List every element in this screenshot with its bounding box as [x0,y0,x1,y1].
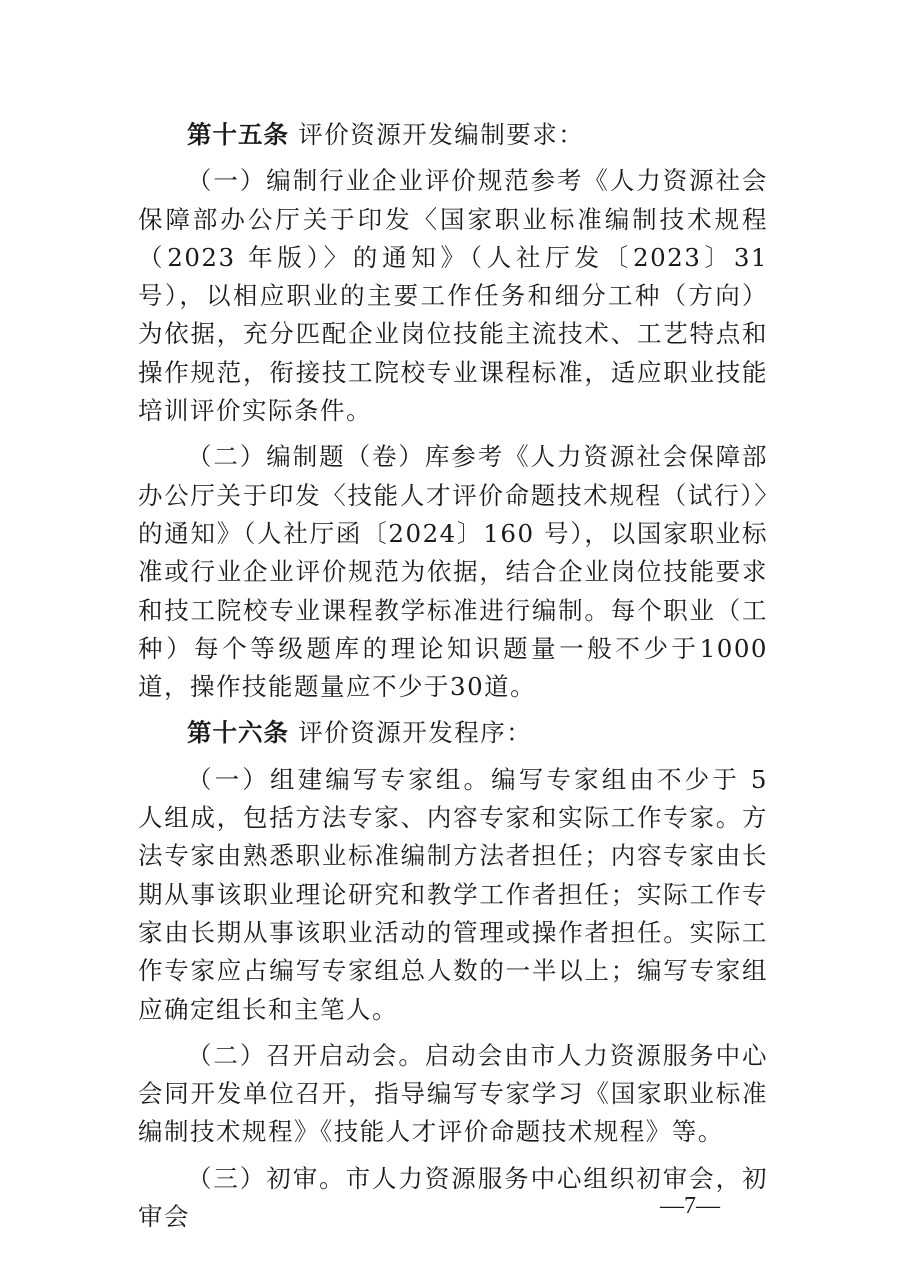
article-15-item-1: （一）编制行业企业评价规范参考《人力资源社会保障部办公厅关于印发〈国家职业标准编制技术规程（2023 年版）〉的通知》（人社厅发〔2023〕31 号），以相应职业的主要工作任务和细分工种（方向）为依据，充分匹配企业岗位技能主流技术、工艺特点和操作规范，衔接技工院校专业课程标准，适应职业技能培训评价实际条件。 [138,166,768,426]
document-body [138,116,768,1244]
article-16-item-3: （三）初审。市人力资源服务中心组织初审会，初审会 [138,1163,768,1232]
page-number: —7— [660,1193,720,1219]
article-15-title: 评价资源开发编制要求： [298,120,585,149]
article-16-item-1: （一）组建编写专家组。编写专家组由不少于 5 人组成，包括方法专家、内容专家和实际工作专家。方法专家由熟悉职业标准编制方法者担任；内容专家由长期从事该职业理论研究和教学工作者担任；实际工作专家由长期从事该职业活动的管理或操作者担任。实际工作专家应占编写专家组总人数的一半以上；编写专家组应确定组长和主笔人。 [138,764,768,1024]
article-15-heading: 第十五条 [187,120,289,149]
article-15-item-2: （二）编制题（卷）库参考《人力资源社会保障部办公厅关于印发〈技能人才评价命题技术规程（试行）〉的通知》（人社厅函〔2024〕160 号），以国家职业标准或行业企业评价规范为依据，结合企业岗位技能要求和技工院校专业课程教学标准进行编制。每个职业（工种）每个等级题库的理论知识题量一般不少于1000道，操作技能题量应不少于30道。 [138,442,768,702]
article-16-title: 评价资源开发程序： [298,718,533,748]
article-15-heading-line [138,116,768,154]
article-16-heading-line [138,714,768,752]
article-16-item-2: （二）召开启动会。启动会由市人力资源服务中心会同开发单位召开，指导编写专家学习《国家职业标准编制技术规程》《技能人才评价命题技术规程》等。 [138,1040,768,1147]
article-16-heading: 第十六条 [187,718,289,748]
